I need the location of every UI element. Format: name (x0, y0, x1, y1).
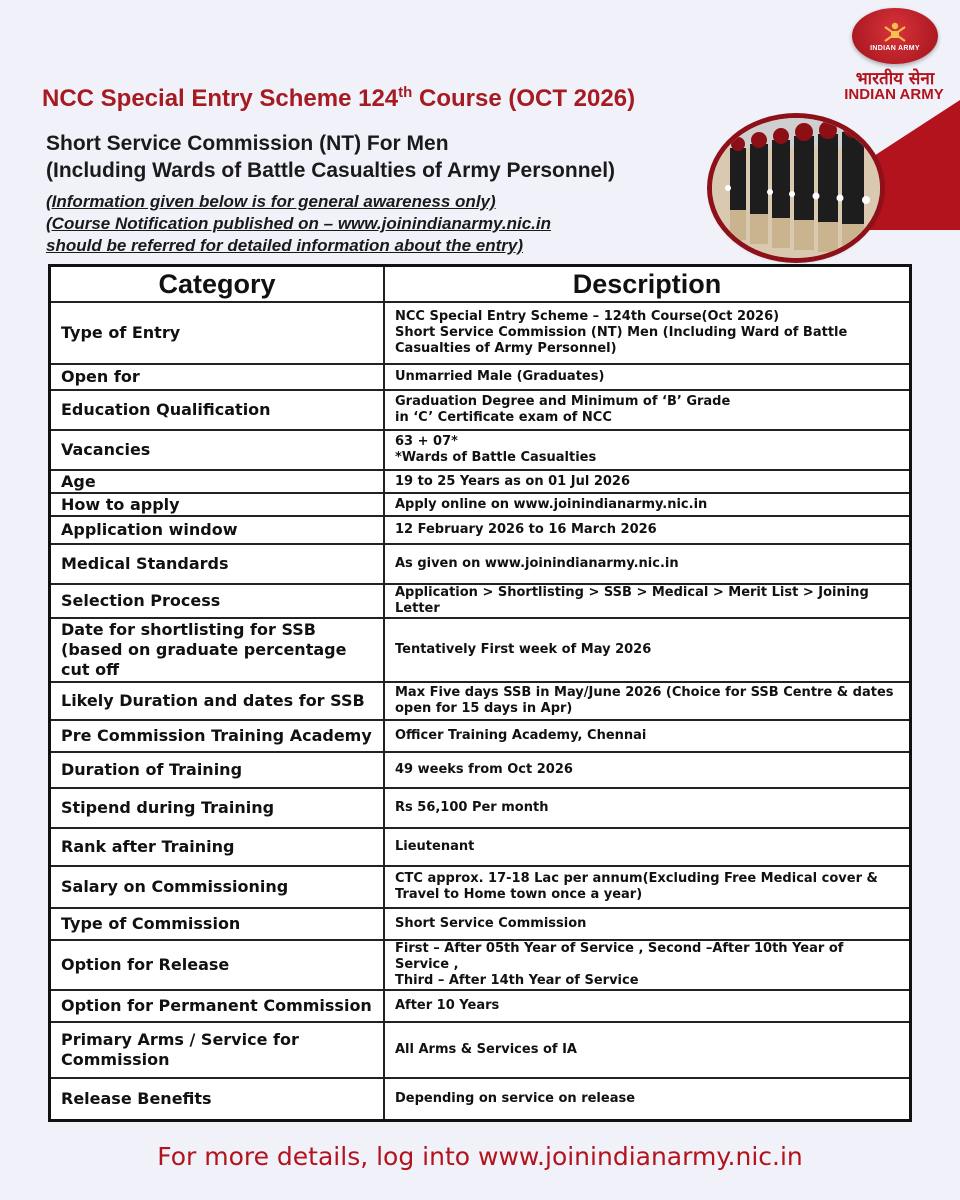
category-cell: Selection Process (50, 584, 385, 618)
disclaimer-line-2: (Course Notification published on – www.joinindianarmy.nic.in (46, 214, 551, 233)
page-title (42, 84, 722, 113)
table-row (50, 866, 911, 908)
logo-badge-text: INDIAN ARMY (870, 44, 920, 52)
table-row (50, 430, 911, 470)
parade-photo (712, 118, 880, 258)
category-cell: Option for Permanent Commission (50, 990, 385, 1022)
table-row (50, 788, 911, 828)
category-cell: Education Qualification (50, 390, 385, 430)
title-superscript: th (398, 84, 413, 101)
title-tail: Course (OCT 2026) (412, 85, 636, 112)
description-cell: 63 + 07* *Wards of Battle Casualties (384, 430, 911, 470)
army-emblem-icon (882, 21, 908, 43)
category-cell: Duration of Training (50, 752, 385, 788)
category-cell: Pre Commission Training Academy (50, 720, 385, 752)
description-cell: NCC Special Entry Scheme – 124th Course(Oct 2026) Short Service Commission (NT) Men (Including Ward of Battle Casualties of Army Personnel) (384, 302, 911, 364)
description-cell: Tentatively First week of May 2026 (384, 618, 911, 682)
description-cell: Officer Training Academy, Chennai (384, 720, 911, 752)
table-row (50, 544, 911, 584)
disclaimer-line-1: (Information given below is for general awareness only) (46, 192, 496, 211)
category-cell: Option for Release (50, 940, 385, 990)
description-cell: Depending on service on release (384, 1078, 911, 1120)
table-row (50, 493, 911, 516)
table-row (50, 828, 911, 866)
description-cell: 12 February 2026 to 16 March 2026 (384, 516, 911, 544)
category-cell: Salary on Commissioning (50, 866, 385, 908)
description-cell: Rs 56,100 Per month (384, 788, 911, 828)
table-row (50, 390, 911, 430)
table-header-row (50, 266, 911, 303)
category-cell: Likely Duration and dates for SSB (50, 682, 385, 720)
table-row (50, 618, 911, 682)
table-row (50, 752, 911, 788)
table-row (50, 470, 911, 493)
indian-army-logo (852, 8, 938, 64)
description-cell: CTC approx. 17-18 Lac per annum(Excluding Free Medical cover & Travel to Home town once a year) (384, 866, 911, 908)
description-cell: First – After 05th Year of Service , Second –After 10th Year of Service , Third – After 14th Year of Service (384, 940, 911, 990)
category-cell: Type of Entry (50, 302, 385, 364)
table-row (50, 720, 911, 752)
entry-details-table (48, 264, 912, 1122)
disclaimer-line-3: should be referred for detailed information about the entry) (46, 236, 523, 255)
description-cell: 19 to 25 Years as on 01 Jul 2026 (384, 470, 911, 493)
category-cell: Type of Commission (50, 908, 385, 940)
category-cell: Medical Standards (50, 544, 385, 584)
description-cell: Max Five days SSB in May/June 2026 (Choice for SSB Centre & dates open for 15 days in Apr) (384, 682, 911, 720)
table-row (50, 584, 911, 618)
category-cell: Release Benefits (50, 1078, 385, 1120)
category-cell: Rank after Training (50, 828, 385, 866)
description-cell: 49 weeks from Oct 2026 (384, 752, 911, 788)
category-cell: How to apply (50, 493, 385, 516)
category-cell: Date for shortlisting for SSB (based on graduate percentage cut off (50, 618, 385, 682)
title-main: NCC Special Entry Scheme 124 (42, 85, 399, 112)
table-row (50, 990, 911, 1022)
category-cell: Application window (50, 516, 385, 544)
table-row (50, 516, 911, 544)
table-row (50, 908, 911, 940)
category-cell: Open for (50, 364, 385, 390)
description-cell: As given on www.joinindianarmy.nic.in (384, 544, 911, 584)
table-row (50, 1022, 911, 1078)
description-cell: Unmarried Male (Graduates) (384, 364, 911, 390)
table-row (50, 364, 911, 390)
subtitle-line-1: Short Service Commission (NT) For Men (46, 132, 449, 155)
table-row (50, 1078, 911, 1120)
category-cell: Stipend during Training (50, 788, 385, 828)
description-cell: Lieutenant (384, 828, 911, 866)
subtitle-line-2: (Including Wards of Battle Casualties of Army Personnel) (46, 159, 616, 182)
description-cell: After 10 Years (384, 990, 911, 1022)
marching-cadets-illustration (712, 118, 880, 258)
brand-hindi-name: भारतीय सेना (855, 69, 935, 89)
description-cell: Short Service Commission (384, 908, 911, 940)
column-header-description: Description (384, 266, 911, 303)
brand-english-name: INDIAN ARMY (844, 86, 944, 103)
description-cell: Graduation Degree and Minimum of ‘B’ Grade in ‘C’ Certificate exam of NCC (384, 390, 911, 430)
description-cell: Application > Shortlisting > SSB > Medical > Merit List > Joining Letter (384, 584, 911, 618)
table-row (50, 302, 911, 364)
subtitle (46, 130, 706, 184)
category-cell: Vacancies (50, 430, 385, 470)
category-cell: Age (50, 470, 385, 493)
footer-link-text: For more details, log into www.joinindianarmy.nic.in (157, 1142, 803, 1171)
description-cell: All Arms & Services of IA (384, 1022, 911, 1078)
description-cell: Apply online on www.joinindianarmy.nic.in (384, 493, 911, 516)
disclaimer (46, 191, 666, 257)
table-row (50, 940, 911, 990)
column-header-category: Category (50, 266, 385, 303)
table-row (50, 682, 911, 720)
category-cell: Primary Arms / Service for Commission (50, 1022, 385, 1078)
